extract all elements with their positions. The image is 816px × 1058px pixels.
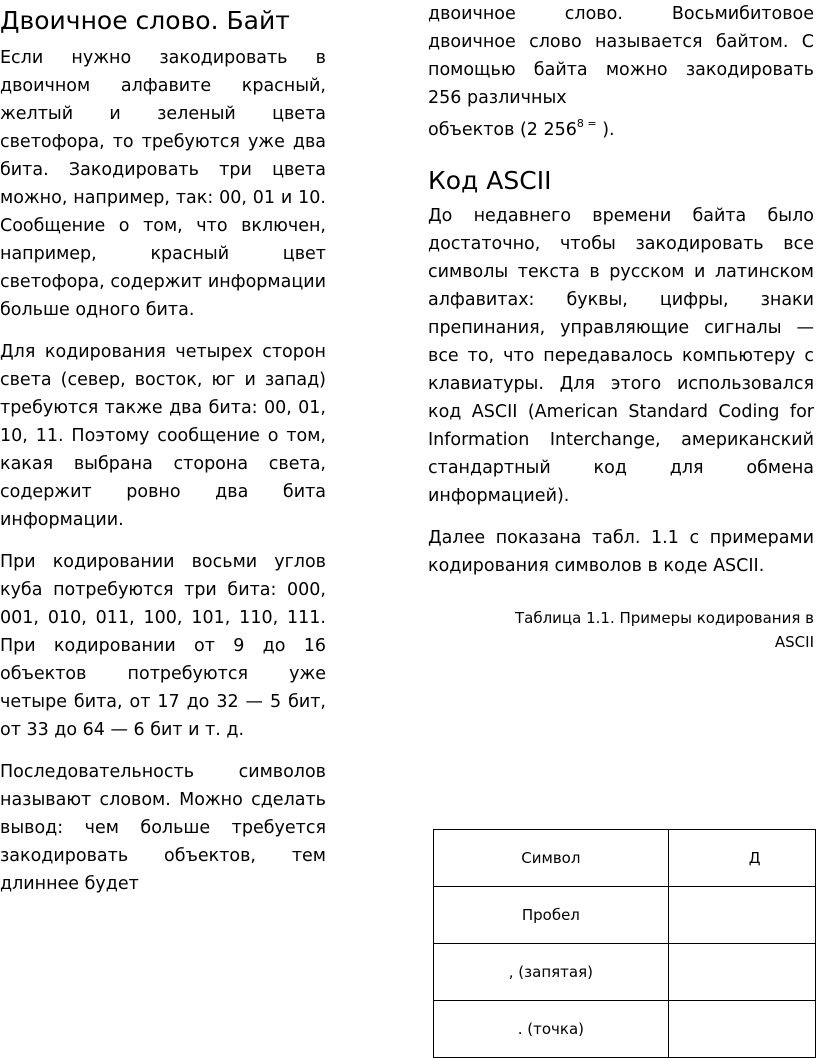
caption-line-1: Таблица 1.1. Примеры кодирования в: [514, 609, 814, 627]
table-cell: [668, 944, 815, 1001]
formula-line: [428, 116, 814, 144]
right-column: [428, 0, 814, 654]
paragraph: При кодировании восьми углов куба потребуются три бита: 000, 001, 010, 011, 100, 101, 110, 111. При кодировании от 9 до 16 объектов потребуются уже четыре бита, от 17 до 32 — 5 бит, от 33 до 64 — 6 бит и т. д.: [0, 552, 326, 740]
formula-superscript: 8 =: [576, 117, 597, 130]
table-header-cell: Д: [668, 830, 815, 887]
section-heading-ascii: Код ASCII: [428, 166, 552, 195]
section-heading-byte: Двоичное слово. Байт: [0, 6, 290, 35]
paragraph: Последовательность символов называют словом. Можно сделать вывод: чем больше требуется закодировать объектов, тем длиннее будет: [0, 762, 326, 894]
ascii-table: [433, 829, 816, 1058]
table-caption: [428, 606, 814, 654]
paragraph: Далее показана табл. 1.1 с примерами кодирования символов в коде ASCII.: [428, 528, 814, 576]
formula-suffix: ).: [596, 120, 615, 140]
table-cell: [668, 1001, 815, 1058]
table-header-row: [434, 830, 816, 887]
caption-line-2: ASCII: [774, 633, 814, 651]
paragraph: До недавнего времени байта было достаточно, чтобы закодировать все символы текста в русском и латинском алфавитах: буквы, цифры, знаки препинания, управляющие сигналы — все то, что передавалось компьютеру с клавиатуры. Для этого использовался код ASCII (American Standard Coding for Information Interchange, американский стандартный код для обмена информацией).: [428, 206, 814, 506]
table-row: [434, 944, 816, 1001]
paragraph: Для кодирования четырех сторон света (север, восток, юг и запад) требуются также два бита: 00, 01, 10, 11. Поэтому сообщение о том, какая выбрана сторона света, содержит ровно два бита информации.: [0, 342, 326, 530]
table-row: [434, 1001, 816, 1058]
formula-prefix: объектов (2 256: [428, 120, 577, 140]
paragraph-continuation: двоичное слово. Восьмибитовое двоичное слово называется байтом. С помощью байта можно закодировать 256 различных: [428, 4, 814, 108]
paragraph: Если нужно закодировать в двоичном алфавите красный, желтый и зеленый цвета светофора, то требуются уже два бита. Закодировать три цвета можно, например, так: 00, 01 и 10. Сообщение о том, что включен, например, красный цвет светофора, содержит информации больше одного бита.: [0, 48, 326, 320]
table-cell: [668, 887, 815, 944]
table-cell: , (запятая): [434, 944, 669, 1001]
table-header-cell: Символ: [434, 830, 669, 887]
table-cell: . (точка): [434, 1001, 669, 1058]
table-row: [434, 887, 816, 944]
left-column: [0, 0, 326, 912]
table-cell: Пробел: [434, 887, 669, 944]
